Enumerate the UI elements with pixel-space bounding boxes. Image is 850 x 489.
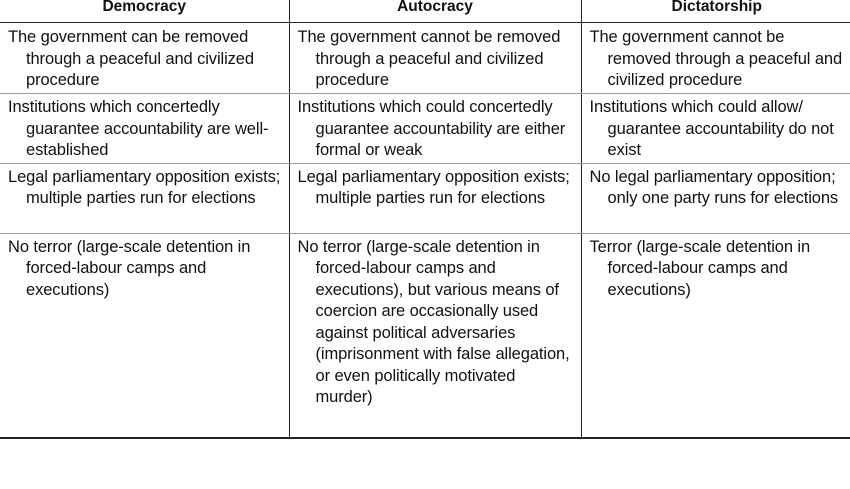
cell-autocracy: No terror (large-scale detention in forced-labour camps and executions), but various means of coercion are occasionally used against political adversaries (imprisonment with false allegation, or even politically motivated murder): [289, 233, 581, 438]
cell-dictatorship: The government cannot be removed through a peaceful and civilized procedure: [581, 23, 850, 94]
cell-autocracy: Legal parliamentary opposition exists; multiple parties run for elections: [289, 163, 581, 233]
cell-democracy: Legal parliamentary opposition exists; multiple parties run for elections: [0, 163, 289, 233]
table-header: [0, 0, 850, 23]
cell-autocracy: Institutions which could concertedly guarantee accountability are either formal or weak: [289, 94, 581, 164]
header-democracy: Democracy: [0, 0, 289, 23]
table-row-removal-of-government: [0, 23, 850, 94]
table-row-opposition: [0, 163, 850, 233]
cell-democracy: The government can be removed through a peaceful and civilized procedure: [0, 23, 289, 94]
cell-democracy: Institutions which concertedly guarantee accountability are well-established: [0, 94, 289, 164]
table-body: [0, 23, 850, 438]
cell-democracy: No terror (large-scale detention in forced-labour camps and executions): [0, 233, 289, 438]
header-row: [0, 0, 850, 23]
table-row-accountability: [0, 94, 850, 164]
cell-dictatorship: Institutions which could allow/ guarantee accountability do not exist: [581, 94, 850, 164]
cell-dictatorship: Terror (large-scale detention in forced-labour camps and executions): [581, 233, 850, 438]
header-dictatorship: Dictatorship: [581, 0, 850, 23]
header-autocracy: Autocracy: [289, 0, 581, 23]
table-row-terror: [0, 233, 850, 438]
cell-autocracy: The government cannot be removed through a peaceful and civilized procedure: [289, 23, 581, 94]
cell-dictatorship: No legal parliamentary opposition; only one party runs for elections: [581, 163, 850, 233]
